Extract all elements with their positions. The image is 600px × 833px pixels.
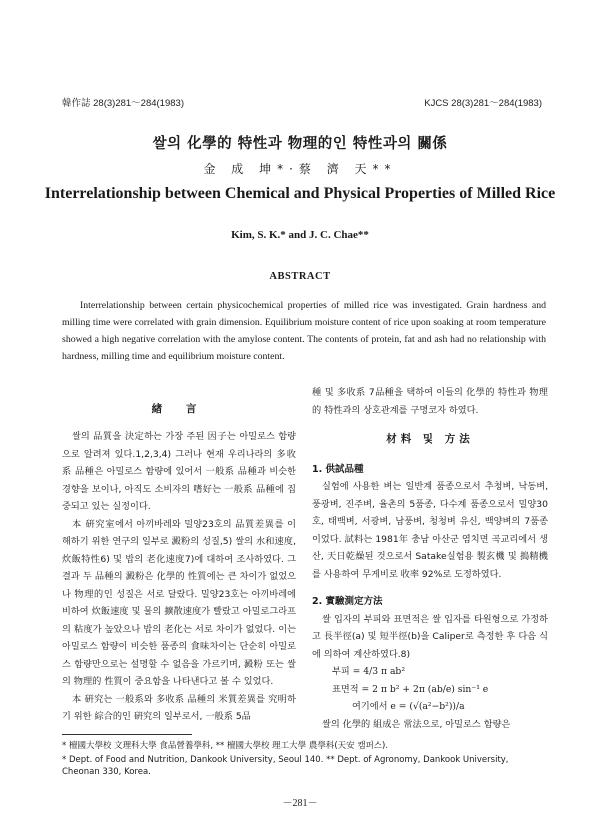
methods-closing-text: 쌀의 化學的 組成은 常法으로, 아밀로스 함량은 bbox=[322, 718, 511, 730]
footnote-english: * Dept. of Food and Nutrition, Dankook University, Seoul 140. ** Dept. of Agronomy, Dankook University, Cheonan 330, Korea. bbox=[62, 755, 509, 777]
methods-heading: 材料 및 方法 bbox=[386, 433, 474, 445]
subsection-1-text: 실험에 사용한 벼는 일반계 품종으로서 추청벼, 낙동벼, 풍광벼, 진주벼, 율촌의 5품종, 다수계 품종으로서 밀양30호, 태백벼, 서광벼, 남풍벼, 청청벼 유신, 백양벼의 7품종이었다. 試料는 1981年 충남 아산군 염치면 곡교리에서 생산, 天日乾燥된 것으로서 Satake실험용 製玄機 및 搗精機를 사용하여 무게비로 收率 92%로 도정하였다. bbox=[312, 481, 548, 580]
formula-surface-area: 표면적 = 2 π b² + 2π (ab/e) sin⁻¹ e bbox=[332, 683, 489, 695]
title-english: Interrelationship between Chemical and Physical Properties of Milled Rice bbox=[44, 185, 556, 202]
title-korean: 쌀의 化學的 特性과 物理的인 特性과의 關係 bbox=[152, 136, 448, 152]
intro-paragraph-3: 本 硏究는 一般系와 多收系 品種의 米質差異를 究明하기 위한 綜合的인 硏究의 일부로서, 一般系 5品 bbox=[62, 693, 296, 722]
subsection-1-heading: 1. 供試品種 bbox=[312, 463, 364, 475]
abstract-text: Interrelationship between certain physicochemical properties of milled rice was investigated. Grain hardness and milling time were correlated with grain dimension. Equilibrium moisture content of rice upon soaking at room temperature showed a high negative correlation with the amylose content. The contents of protein, fat and ash had no relationship with hardness, milling time and equilibrium moisture content. bbox=[62, 300, 546, 362]
journal-citation-korean: 韓作誌 28(3)281～284(1983) bbox=[62, 98, 184, 109]
intro-paragraph-2: 本 硏究室에서 아끼바레와 밀양23호의 品質差異를 이해하기 위한 연구의 일부로 澱粉의 성질,5) 쌀의 水和速度, 炊飯特性6) 및 밥의 老化速度7)에 대하여 조사하였다. 그 결과 두 品種의 澱粉은 化學的 性質에는 큰 차이가 없었으나 物理的인 성질은 서로 달랐다. 밀양23호는 아끼바레에 비하여 炊飯速度 및 물의 擴散速度가 빨랐고 아밀로그라프의 粘度가 높았으나 밥의 老化는 서로 차이가 없었다. 이는 아밀로스 함량이 비슷한 품종의 食味차이는 단순히 아밀로스 함량만으로는 설명할 수 없음을 가르키며, 澱粉 또는 쌀의 物理的 性質이 중요함을 나타낸다고 볼 수 있었다. bbox=[62, 518, 296, 687]
intro-paragraph-1: 쌀의 品質을 決定하는 가장 주된 因子는 아밀로스 함량으로 알려져 있다.1,2,3,4) 그러나 현재 우리나라의 多收系 品種은 아밀로스 함량에 있어서 一般系 品種과 비슷한 경향을 보이나, 아직도 소비자의 嗜好는 一般系 品種에 집중되고 있는 실정이다. bbox=[62, 431, 296, 512]
formula-volume: 부피 = 4/3 π ab² bbox=[332, 666, 405, 677]
left-column bbox=[62, 428, 296, 726]
footnote-divider bbox=[62, 734, 192, 735]
page-number: －281－ bbox=[282, 798, 318, 809]
formula-eccentricity: 여기에서 e = (√(a²−b²))/a bbox=[352, 701, 465, 712]
subsection-2-heading: 2. 實驗測定方法 bbox=[312, 596, 383, 607]
introduction-heading-wrap bbox=[62, 401, 296, 419]
authors-korean: 金 成 坤*·蔡 濟 天** bbox=[203, 162, 397, 176]
journal-citation-english: KJCS 28(3)281～284(1983) bbox=[424, 98, 542, 109]
authors-english: Kim, S. K.* and J. C. Chae** bbox=[231, 229, 369, 241]
abstract-heading: ABSTRACT bbox=[269, 271, 331, 282]
right-column bbox=[312, 384, 548, 733]
subsection-2-text: 쌀 입자의 부피와 표면적은 쌀 입자를 타원형으로 가정하고 長半徑(a) 및 短半徑(b)을 Caliper로 측정한 후 다음 식에 의하여 계산하였다.8) bbox=[312, 613, 548, 660]
footnote-korean: * 檀國大學校 文理科大學 食品營養學科, ** 檀國大學校 理工大學 農學科(天安 캠퍼스). bbox=[62, 741, 389, 751]
intro-continuation: 種 및 多收系 7品種을 택하여 이들의 化學的 特性과 物理的 特性과의 상호관계를 구명코자 하였다. bbox=[312, 387, 548, 416]
introduction-heading: 緖 言 bbox=[151, 403, 207, 415]
